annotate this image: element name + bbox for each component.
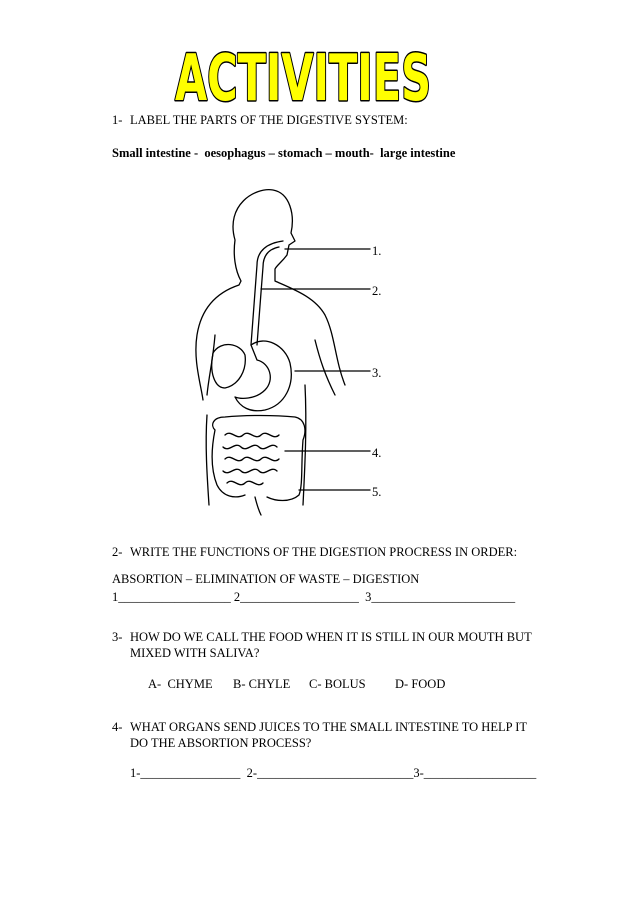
small-intestine — [223, 433, 279, 484]
title-text: ACTIVITIES — [175, 42, 431, 116]
body-outline — [196, 190, 345, 400]
q2-answer-blanks[interactable]: 1__________________ 2___________________ 3_______________________ — [112, 590, 516, 604]
q4-number: 4- — [112, 720, 123, 734]
diagram-label-3: 3. — [372, 366, 382, 380]
diagram-label-5: 5. — [372, 485, 382, 499]
diagram-label-2: 2. — [372, 284, 382, 298]
q4-answer-blanks[interactable]: 1-________________ 2-_________________________3-__________________ — [130, 766, 537, 780]
q3-number: 3- — [112, 630, 123, 644]
q3-choice-a[interactable]: A- CHYME — [148, 677, 213, 691]
q3-choice-c[interactable]: C- BOLUS — [309, 677, 366, 691]
q3-text-line2: MIXED WITH SALIVA? — [130, 646, 260, 660]
diagram-label-1: 1. — [372, 244, 382, 258]
q4-text-line2: DO THE ABSORTION PROCESS? — [130, 736, 312, 750]
q3-choice-d[interactable]: D- FOOD — [395, 677, 446, 691]
q3-text-line1: HOW DO WE CALL THE FOOD WHEN IT IS STILL IN OUR MOUTH BUT — [130, 630, 532, 644]
q4-text-line1: WHAT ORGANS SEND JUICES TO THE SMALL INTESTINE TO HELP IT — [130, 720, 527, 734]
diagram-label-4: 4. — [372, 446, 382, 460]
liver — [212, 345, 246, 388]
q2-text: WRITE THE FUNCTIONS OF THE DIGESTION PROCRESS IN ORDER: — [130, 545, 518, 559]
q1-number: 1- — [112, 113, 123, 127]
q2-number: 2- — [112, 545, 123, 559]
q2-options: ABSORTION – ELIMINATION OF WASTE – DIGESTION — [112, 572, 420, 586]
esophagus — [251, 241, 283, 345]
q1-text: LABEL THE PARTS OF THE DIGESTIVE SYSTEM: — [130, 113, 408, 127]
q1-word-bank: Small intestine - oesophagus – stomach – mouth- large intestine — [112, 146, 456, 160]
worksheet-title — [168, 30, 438, 116]
q3-choice-b[interactable]: B- CHYLE — [233, 677, 291, 691]
digestive-system-diagram — [195, 185, 395, 515]
